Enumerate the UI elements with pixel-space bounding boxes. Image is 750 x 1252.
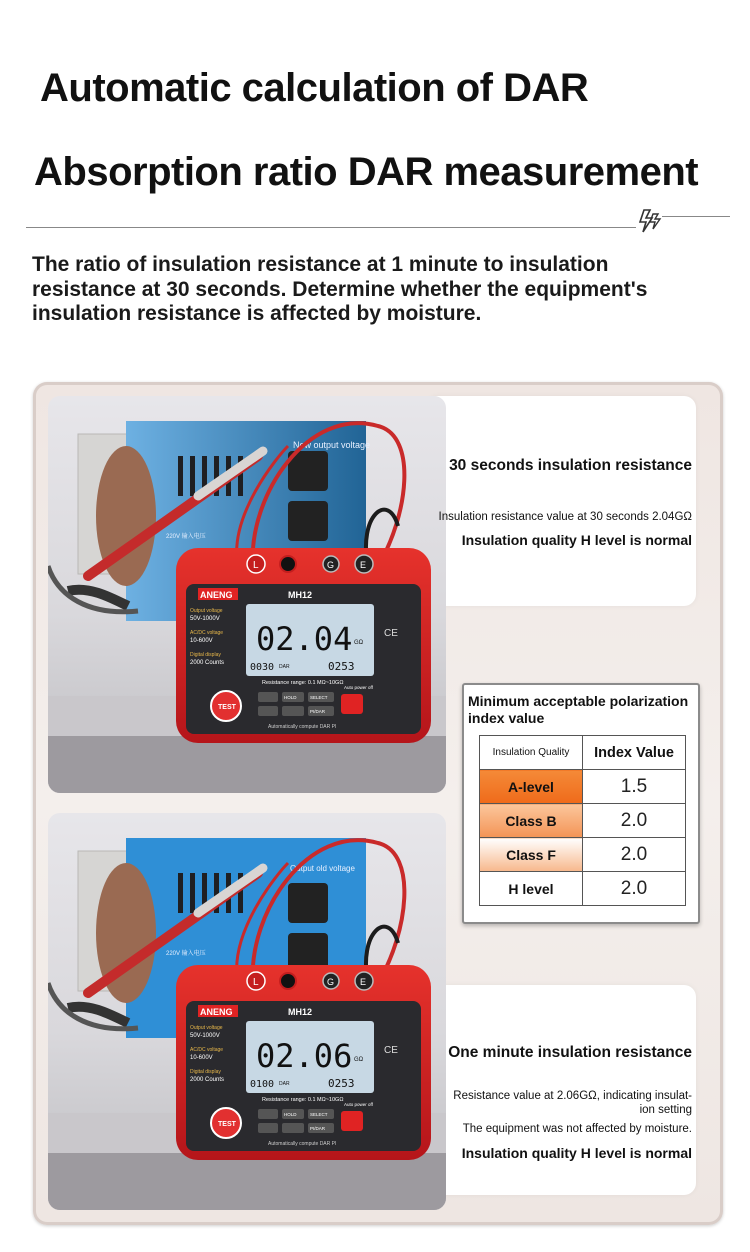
polarization-index-table-card <box>462 683 700 924</box>
svg-text:Output voltage: Output voltage <box>190 1025 223 1031</box>
svg-text:HOLD: HOLD <box>284 1112 297 1117</box>
svg-text:AC/DC voltage: AC/DC voltage <box>190 1047 224 1053</box>
moisture-note: The equipment was not affected by moisture. <box>462 1123 692 1135</box>
svg-text:0253: 0253 <box>328 660 355 673</box>
column-header-value: Index Value <box>583 736 686 770</box>
svg-text:TEST: TEST <box>218 1121 236 1128</box>
table-title: Minimum acceptable polarization index value <box>468 693 689 726</box>
value-1min-line1: Resistance value at 2.06GΩ, indicating insulat- <box>453 1090 692 1102</box>
svg-text:2000 Counts: 2000 Counts <box>190 660 225 666</box>
value-cell: 2.0 <box>583 804 686 838</box>
overlay-note: Output old voltage <box>290 864 355 873</box>
quality-cell: A-level <box>480 770 583 804</box>
panel-label: 220V 输入电压 <box>166 534 206 540</box>
quality-30s: Insulation quality H level is normal <box>461 532 692 548</box>
svg-text:GΩ: GΩ <box>354 640 364 646</box>
svg-text:10-600V: 10-600V <box>190 1055 213 1061</box>
svg-text:DAR: DAR <box>279 1081 290 1087</box>
svg-text:GΩ: GΩ <box>354 1057 364 1063</box>
table-row <box>480 770 686 804</box>
svg-text:SELECT: SELECT <box>310 1112 328 1117</box>
overlay-note: New output voltage <box>293 440 371 450</box>
svg-text:DAR: DAR <box>279 664 290 670</box>
svg-text:CE: CE <box>384 1045 398 1056</box>
svg-text:CE: CE <box>384 628 398 639</box>
info-card-30s <box>426 396 696 606</box>
polarization-index-table <box>479 735 686 906</box>
svg-text:Automatically compute DAR PI: Automatically compute DAR PI <box>268 1141 337 1147</box>
divider-line <box>26 227 636 228</box>
heading-1min: One minute insulation resistance <box>448 1044 692 1061</box>
svg-text:10-600V: 10-600V <box>190 638 213 644</box>
description: The ratio of insulation resistance at 1 minute to insulation resistance at 30 seconds. Determine whether the equipment's insulation resistance is affected by moisture. <box>32 253 648 325</box>
jack-e-label: E <box>360 560 367 570</box>
svg-text:Auto power off: Auto power off <box>344 1102 373 1107</box>
value-1min-line2: ion setting <box>639 1104 692 1116</box>
table-row <box>480 838 686 872</box>
device-illustration <box>48 396 446 793</box>
value-cell: 2.0 <box>583 838 686 872</box>
panel-label: 220V 输入电压 <box>166 951 206 957</box>
svg-text:Automatically compute DAR PI: Automatically compute DAR PI <box>268 724 337 730</box>
quality-cell: Class B <box>480 804 583 838</box>
page-subtitle: Absorption ratio DAR measurement <box>34 150 699 194</box>
svg-text:50V-1000V: 50V-1000V <box>190 1033 220 1039</box>
value-cell: 2.0 <box>583 872 686 906</box>
lcd-main-reading: 02.04 <box>256 620 353 658</box>
power-button[interactable] <box>341 694 363 714</box>
svg-text:0100: 0100 <box>250 1079 275 1090</box>
quality-cell: Class F <box>480 838 583 872</box>
svg-text:Auto power off: Auto power off <box>344 685 373 690</box>
model-label: MH12 <box>288 590 313 600</box>
value-30s: Insulation resistance value at 30 seconds 2.04GΩ <box>438 511 692 523</box>
heading-30s: 30 seconds insulation resistance <box>449 457 692 474</box>
svg-text:0253: 0253 <box>328 1077 355 1090</box>
range-label: Resistance range: 0.1 MΩ~10GΩ <box>262 680 344 686</box>
svg-text:SELECT: SELECT <box>310 695 328 700</box>
range-label: Resistance range: 0.1 MΩ~10GΩ <box>262 1097 344 1103</box>
device-photo-30s <box>48 396 446 793</box>
svg-text:Digital display: Digital display <box>190 1069 221 1075</box>
jack-e-label: E <box>360 977 367 987</box>
jack-l-label: L <box>253 560 259 571</box>
jack-g-label: G <box>327 560 335 570</box>
page-title: Automatic calculation of DAR <box>40 66 589 110</box>
model-label: MH12 <box>288 1007 313 1017</box>
jack-l-label: L <box>253 977 259 988</box>
lcd-main-reading: 02.06 <box>256 1037 353 1075</box>
svg-text:PI/DAR: PI/DAR <box>310 1126 326 1131</box>
table-row <box>480 804 686 838</box>
svg-text:Output voltage: Output voltage <box>190 608 223 614</box>
lightning-icon <box>636 208 664 234</box>
divider-line-right <box>662 216 730 217</box>
svg-text:TEST: TEST <box>218 704 236 711</box>
quality-cell: H level <box>480 872 583 906</box>
device-photo-1min <box>48 813 446 1210</box>
svg-text:2000 Counts: 2000 Counts <box>190 1077 225 1083</box>
svg-text:PI/DAR: PI/DAR <box>310 709 326 714</box>
brand-logo: ANENG <box>200 1007 233 1017</box>
svg-text:HOLD: HOLD <box>284 695 297 700</box>
brand-logo: ANENG <box>200 590 233 600</box>
svg-text:50V-1000V: 50V-1000V <box>190 616 220 622</box>
power-button[interactable] <box>341 1111 363 1131</box>
quality-1min: Insulation quality H level is normal <box>461 1145 692 1161</box>
svg-text:AC/DC voltage: AC/DC voltage <box>190 630 224 636</box>
jack-g-label: G <box>327 977 335 987</box>
table-row <box>480 872 686 906</box>
svg-text:0030: 0030 <box>250 662 275 673</box>
column-header-quality: Insulation Quality <box>480 736 583 770</box>
value-cell: 1.5 <box>583 770 686 804</box>
device-illustration <box>48 813 446 1210</box>
svg-text:Digital display: Digital display <box>190 652 221 658</box>
